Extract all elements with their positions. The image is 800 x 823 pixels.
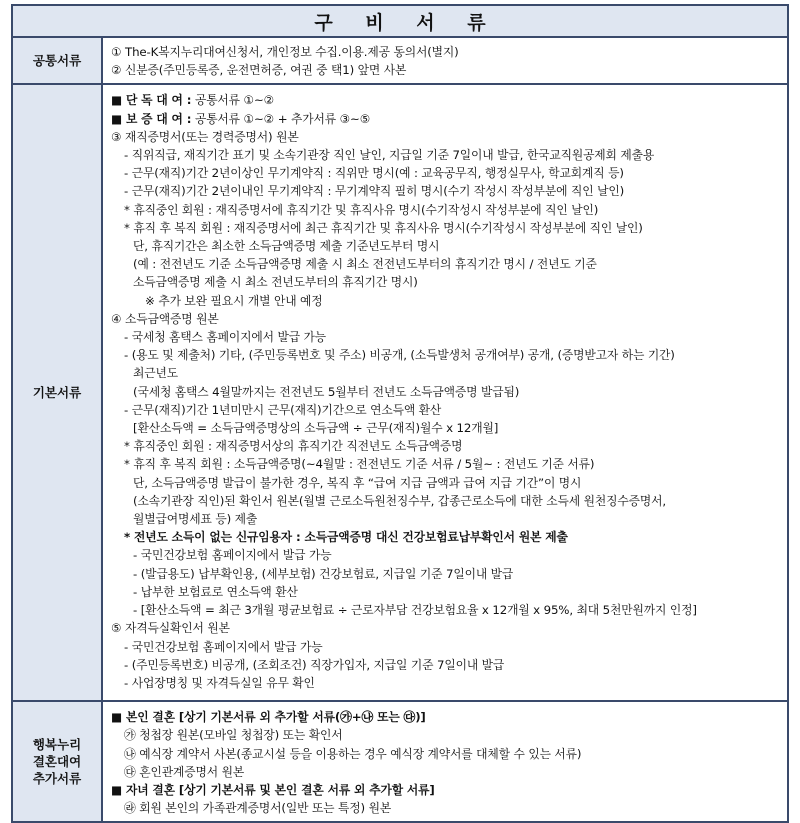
section-label-line: 공통서류: [32, 53, 82, 69]
document-line: - 직위직급, 재직기간 표기 및 소속기관장 직인 날인, 지급일 기준 7일이내 발급, 한국교직원공제회 제출용: [124, 148, 655, 163]
section-label: [13, 85, 103, 700]
document-line: - 국세청 홈택스 홈페이지에서 발급 가능: [124, 330, 327, 345]
section-marriage-loan-documents: [13, 702, 787, 821]
document-line: 단, 소득금액증명 발급이 불가한 경우, 복직 후 “급여 지급 금액과 급여 지급 기간”이 명시: [133, 475, 582, 490]
section-common-documents: [13, 38, 787, 85]
document-line: ㉰ 혼인관계증명서 원본: [124, 764, 245, 779]
document-line: [111, 91, 783, 109]
line-detail: 공통서류 ①~② + 추가서류 ③~⑤: [191, 111, 371, 126]
document-line: 월별급여명세표 등) 제출: [133, 512, 258, 527]
section-label: [13, 38, 103, 83]
document-line: ⑤ 자격득실확인서 원본: [111, 621, 230, 636]
document-line: - 근무(재직)기간 2년이상인 무기계약직 : 직위만 명시(예 : 교육공무직, 행정실무사, 학교회계직 등): [124, 166, 624, 181]
line-heading: ■ 보 증 대 여 :: [111, 111, 192, 126]
section-label: [13, 702, 103, 821]
section-label-text: [33, 52, 81, 69]
section-label-text: [33, 384, 81, 401]
title-row: [13, 6, 787, 38]
line-heading: ■ 단 독 대 여 :: [111, 93, 192, 108]
document-line: ④ 소득금액증명 원본: [111, 311, 219, 326]
document-line: - 사업장명칭 및 자격득실일 유무 확인: [124, 675, 315, 690]
document-line: ㉯ 예식장 계약서 사본(종교시설 등을 이용하는 경우 예식장 계약서를 대체할 수 있는 서류): [124, 746, 582, 761]
document-line: - (발급용도) 납부확인용, (세부보험) 건강보험료, 지급일 기준 7일이내 발급: [133, 566, 514, 581]
document-line: ■ 자녀 결혼 [상기 기본서류 및 본인 결혼 서류 외 추가할 서류]: [111, 782, 435, 797]
document-line: * 휴직중인 회원 : 재직증명서에 휴직기간 및 휴직사유 명시(수기작성시 작성부분에 직인 날인): [124, 202, 599, 217]
section-label-line: 기본서류: [32, 385, 82, 401]
document-line: - (용도 및 제출처) 기타, (주민등록번호 및 주소) 비공개, (소득발생처 공개여부) 공개, (증명받고자 하는 기간): [124, 348, 675, 363]
document-line: * 휴직중인 회원 : 재직증명서상의 휴직기간 직전년도 소득금액증명: [124, 439, 463, 454]
document-line: ■ 본인 결혼 [상기 기본서류 외 추가할 서류(㉮+㉯ 또는 ㉰)]: [111, 710, 426, 725]
document-line: * 휴직 후 복직 회원 : 소득금액증명(~4월말 : 전전년도 기준 서류 / 5월~ : 전년도 기준 서류): [124, 457, 595, 472]
document-line: * 전년도 소득이 없는 신규임용자 : 소득금액증명 대신 건강보험료납부확인서 원본 제출: [124, 530, 568, 545]
section-label-line: 추가서류: [32, 771, 82, 787]
document-line: ② 신분증(주민등록증, 운전면허증, 여권 중 택1) 앞면 사본: [111, 63, 407, 78]
document-line: - 국민건강보험 홈페이지에서 발급 가능: [133, 548, 332, 563]
document-line: ※ 추가 보완 필요시 개별 안내 예정: [145, 293, 323, 308]
section-content: [103, 38, 787, 83]
document-line: ㉮ 청첩장 원본(모바일 청첩장) 또는 확인서: [124, 728, 343, 743]
document-line: - 납부한 보험료로 연소득액 환산: [133, 584, 298, 599]
section-content: [103, 85, 787, 700]
document-title: 구 비 서 류: [314, 11, 499, 34]
document-line: 최근년도: [133, 366, 178, 381]
document-line: - [환산소득액 = 최근 3개월 평균보험료 ÷ 근로자부담 건강보험요율 x 12개월 x 95%, 최대 5천만원까지 인정]: [133, 603, 697, 618]
section-label-text: [33, 736, 81, 787]
document-table: [11, 4, 789, 823]
document-line: 단, 휴직기간은 최소한 소득금액증명 제출 기준년도부터 명시: [133, 239, 440, 254]
document-line: - 근무(재직)기간 2년이내인 무기계약직 : 무기계약직 필히 명시(수기 작성시 작성부분에 직인 날인): [124, 184, 625, 199]
line-detail: 공통서류 ①~②: [191, 93, 275, 108]
document-line: [환산소득액 = 소득금액증명상의 소득금액 ÷ 근무(재직)월수 x 12개월]: [133, 421, 499, 436]
document-line: 소득금액증명 제출 시 최소 전년도부터의 휴직기간 명시): [133, 275, 418, 290]
section-content: [103, 702, 787, 821]
document-line: (국세청 홈택스 4월말까지는 전전년도 5월부터 전년도 소득금액증명 발급됨): [133, 384, 520, 399]
document-line: (소속기관장 직인)된 확인서 원본(월별 근로소득원천징수부, 갑종근로소득에 대한 소득세 원천징수증명서,: [133, 493, 666, 508]
section-label-line: 결혼대여: [32, 754, 82, 770]
document-line: ① The-K복지누리대여신청서, 개인정보 수집.이용.제공 동의서(별지): [111, 45, 459, 59]
section-label-line: 행복누리: [32, 737, 82, 753]
document-line: ③ 재직증명서(또는 경력증명서) 원본: [111, 129, 299, 144]
document-line: (예 : 전전년도 기준 소득금액증명 제출 시 최소 전전년도부터의 휴직기간 명시 / 전년도 기준: [133, 257, 597, 272]
document-line: * 휴직 후 복직 회원 : 재직증명서에 최근 휴직기간 및 휴직사유 명시(수기작성시 작성부분에 직인 날인): [124, 220, 643, 235]
section-basic-documents: [13, 85, 787, 702]
document-line: [111, 110, 783, 128]
document-line: - 근무(재직)기간 1년미만시 근무(재직)기간으로 연소득액 환산: [124, 402, 442, 417]
document-line: ㉱ 회원 본인의 가족관계증명서(일반 또는 특정) 원본: [124, 801, 392, 816]
document-line: - (주민등록번호) 비공개, (조회조건) 직장가입자, 지급일 기준 7일이내 발급: [124, 657, 505, 672]
document-line: - 국민건강보험 홈페이지에서 발급 가능: [124, 639, 323, 654]
